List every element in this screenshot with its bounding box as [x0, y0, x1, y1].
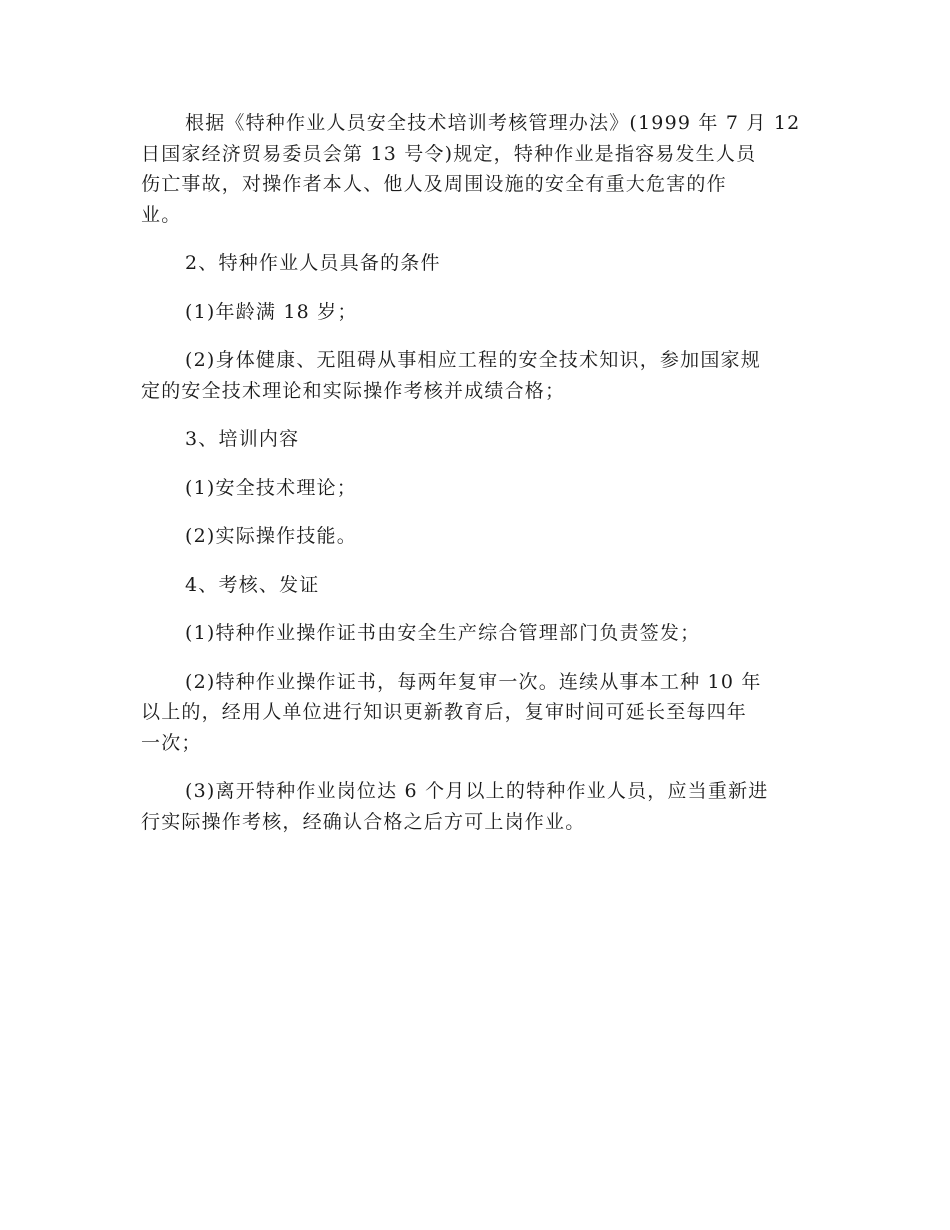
text-line: 伤亡事故，对操作者本人、他人及周围设施的安全有重大危害的作 [141, 173, 727, 195]
paragraph-intro [141, 108, 811, 230]
section-heading-2 [141, 248, 811, 279]
text-line: (2)身体健康、无阻碍从事相应工程的安全技术知识，参加国家规 [185, 349, 761, 371]
text-line: 业。 [141, 203, 182, 226]
text-line: (1)安全技术理论； [185, 476, 357, 499]
text-line: 定的安全技术理论和实际操作考核并成绩合格； [141, 379, 566, 402]
text-line: (1)年龄满 18 岁； [185, 300, 358, 323]
text-line: 一次； [141, 731, 202, 754]
list-item-training-1 [141, 473, 811, 504]
section-heading-3 [141, 424, 811, 455]
heading-text: 2、特种作业人员具备的条件 [185, 252, 441, 274]
text-line: 日国家经济贸易委员会第 13 号令)规定，特种作业是指容易发生人员 [141, 142, 757, 165]
text-line: 行实际操作考核，经确认合格之后方可上岗作业。 [141, 810, 586, 833]
list-item-cert-1 [141, 618, 811, 649]
text-line: (2)实际操作技能。 [185, 525, 357, 547]
section-heading-4 [141, 570, 811, 601]
list-item-cert-3 [141, 776, 811, 837]
list-item-condition-2 [141, 345, 811, 406]
heading-text: 4、考核、发证 [185, 573, 320, 596]
text-line: 以上的，经用人单位进行知识更新教育后，复审时间可延长至每四年 [141, 701, 748, 723]
heading-text: 3、培训内容 [185, 428, 300, 450]
list-item-condition-1 [141, 297, 811, 328]
list-item-cert-2 [141, 667, 811, 759]
text-line: (2)特种作业操作证书，每两年复审一次。连续从事本工种 10 年 [185, 670, 762, 693]
text-line: (1)特种作业操作证书由安全生产综合管理部门负责签发； [185, 622, 701, 644]
text-line: 根据《特种作业人员安全技术培训考核管理办法》(1999 年 7 月 12 [185, 112, 801, 134]
document-body [141, 108, 811, 855]
list-item-training-2 [141, 521, 811, 552]
text-line: (3)离开特种作业岗位达 6 个月以上的特种作业人员，应当重新进 [185, 780, 769, 802]
